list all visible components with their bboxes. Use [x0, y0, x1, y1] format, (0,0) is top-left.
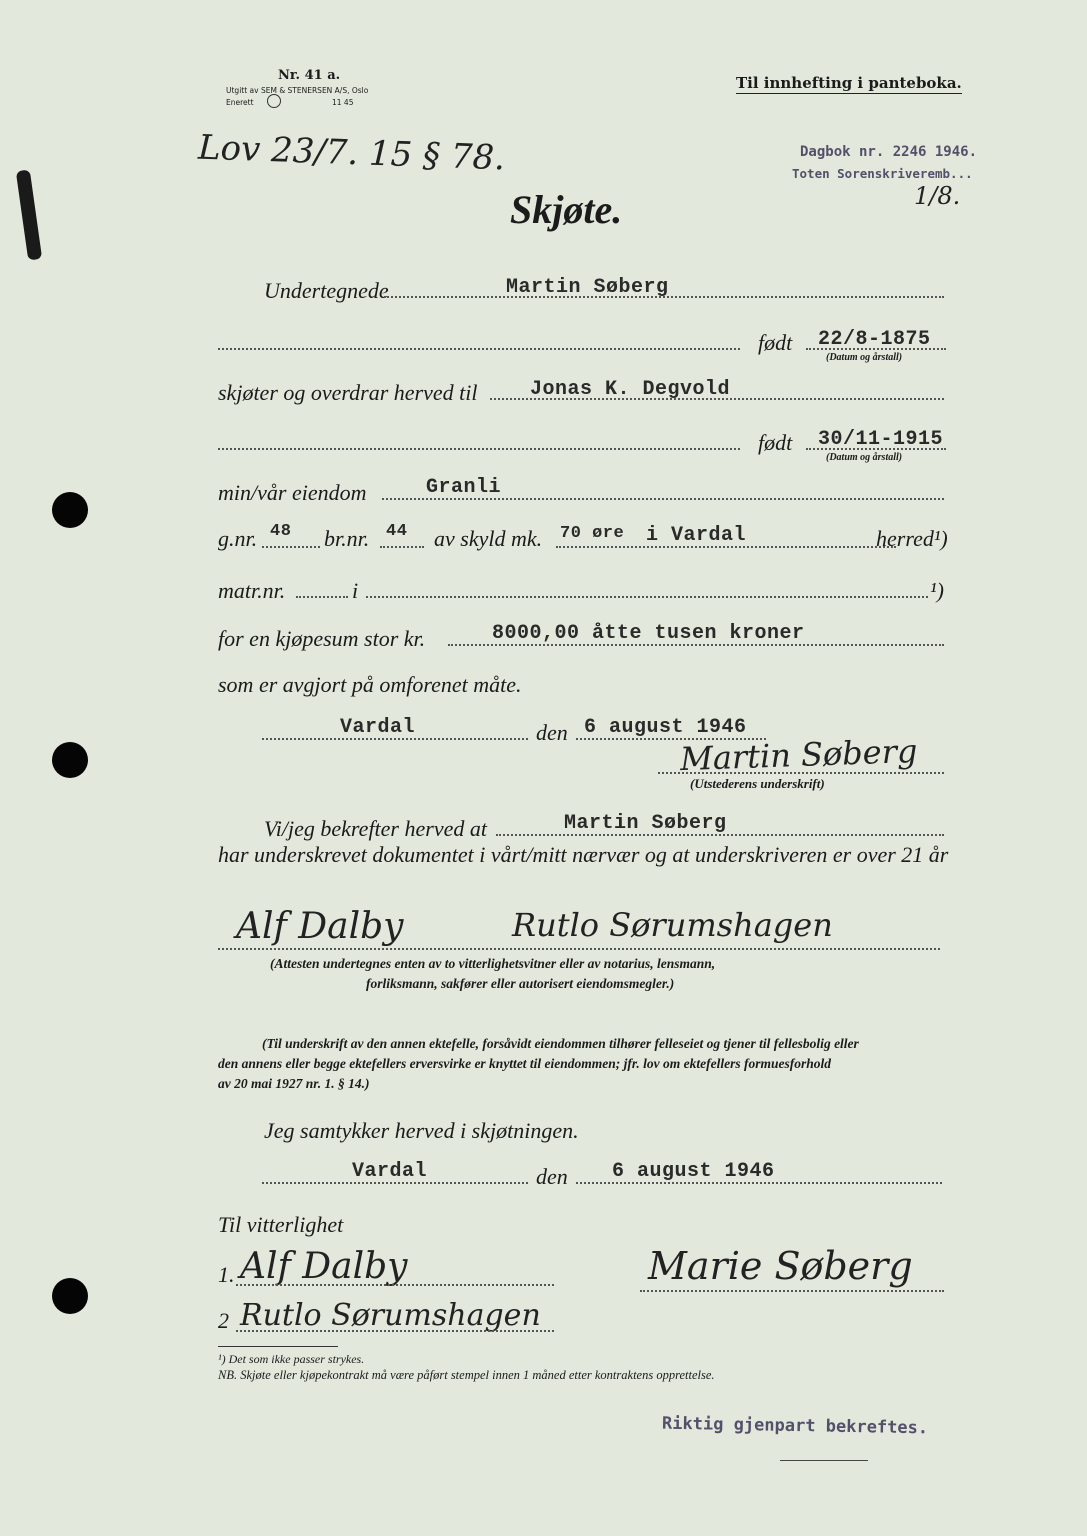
footnote-nb: NB. Skjøte eller kjøpekontrakt må være påført stempel innen 1 måned etter kontraktens opprettelse.	[218, 1368, 715, 1382]
price-value: 8000,00 åtte tusen kroner	[492, 622, 805, 645]
born-label: født	[758, 430, 793, 455]
certified-copy-stamp: Riktig gjenpart bekreftes.	[661, 1413, 929, 1439]
confirm-statement: har underskrevet dokumentet i vårt/mitt nærvær og at underskriveren er over 21 år	[218, 842, 949, 867]
attest-note-line2: forliksmann, sakfører eller autorisert eiendomsmegler.)	[366, 976, 675, 991]
date-hint: (Datum og årstall)	[826, 452, 903, 463]
property-label: min/vår eiendom	[218, 480, 367, 505]
confirm-name: Martin Søberg	[564, 812, 727, 835]
spouse-note-line1: (Til underskrift av den annen ektefelle, forsåvidt eiendommen tilhører felleseiet og tjener til fellesbolig eller	[262, 1036, 859, 1051]
punch-hole	[52, 742, 88, 778]
dotted-line	[366, 596, 928, 598]
buyer-birthdate: 30/11-1915	[818, 428, 944, 451]
margin-note: Lov 23/7. 15 § 78.	[197, 127, 506, 179]
transfer-label: skjøter og overdrar herved til	[218, 380, 478, 405]
matr-i-label: i	[352, 578, 359, 603]
publisher-line: Utgitt av SEM & STENERSEN A/S, Oslo	[226, 86, 369, 95]
seller-signature: Martin Søberg	[679, 731, 918, 779]
settled-text: som er avgjort på omforenet måte.	[218, 672, 522, 697]
dotted-line	[218, 948, 940, 950]
municipality: i Vardal	[646, 524, 747, 547]
seller-birthdate: 22/8-1875	[818, 328, 931, 351]
torn-edge	[16, 169, 42, 260]
consent-place: Vardal	[352, 1160, 428, 1183]
punch-hole	[52, 1278, 88, 1314]
date-hint: (Datum og årstall)	[826, 352, 903, 363]
dotted-line	[218, 348, 740, 350]
witness1-signature: Alf Dalby	[236, 906, 404, 947]
dotted-line	[296, 596, 348, 598]
undertegnede-label: Undertegnede	[264, 278, 389, 303]
witness2-signature: Rutlo Sørumshagen	[512, 906, 833, 944]
publisher-logo-icon	[267, 94, 281, 108]
consent-text: Jeg samtykker herved i skjøtningen.	[264, 1118, 579, 1143]
punch-hole	[52, 492, 88, 528]
date-den-label: den	[536, 720, 568, 745]
dotted-line	[236, 1284, 554, 1286]
property-name: Granli	[426, 476, 502, 499]
matr-end-mark: ¹)	[930, 578, 944, 603]
skyld-label: av skyld mk.	[434, 526, 543, 551]
footnote-1: ¹) Det som ikke passer strykes.	[218, 1352, 365, 1366]
dotted-line	[640, 1290, 944, 1292]
dotted-line	[236, 1330, 554, 1332]
spouse-signature: Marie Søberg	[648, 1244, 913, 1288]
witness-number-1: 1.	[218, 1262, 235, 1287]
herred-label: herred¹)	[876, 526, 948, 551]
document-title: Skjøte.	[510, 187, 623, 232]
footnote-rule	[218, 1346, 338, 1347]
attest-note-line1: (Attesten undertegnes enten av to vitterlighetsvitner eller av notarius, lensmann,	[270, 956, 716, 971]
seller-name: Martin Søberg	[506, 276, 669, 299]
witness-line1-signature: Alf Dalby	[240, 1246, 408, 1287]
rights-text: Enerett	[226, 98, 254, 107]
price-label: for en kjøpesum stor kr.	[218, 626, 426, 651]
witness-section-title: Til vitterlighet	[218, 1212, 344, 1237]
dotted-line	[262, 1182, 528, 1184]
brnr-value: 44	[386, 522, 408, 541]
matr-label: matr.nr.	[218, 578, 286, 603]
date-value: 6 august 1946	[584, 716, 747, 739]
gnr-value: 48	[270, 522, 292, 541]
issuer-hint: (Utstederens underskrift)	[690, 776, 825, 791]
stamp-date: 1/8.	[914, 182, 961, 210]
diary-stamp: Dagbok nr. 2246 1946.	[800, 144, 978, 160]
top-right-note: Til innhefting i panteboka.	[736, 74, 962, 92]
dotted-line	[380, 546, 424, 548]
dotted-line	[262, 546, 320, 548]
dotted-line	[218, 448, 740, 450]
place: Vardal	[340, 716, 416, 739]
dotted-line	[658, 772, 944, 774]
dotted-line	[262, 738, 528, 740]
born-label: født	[758, 330, 793, 355]
court-stamp: Toten Sorenskriveremb...	[792, 166, 973, 181]
gnr-label: g.nr.	[218, 526, 258, 551]
form-number: Nr. 41 a.	[278, 68, 341, 83]
spouse-note-line2: den annens eller begge ektefellers erversvirke er knyttet til eiendommen; jfr. lov om ektefellers formuesforhold	[218, 1056, 832, 1071]
consent-den-label: den	[536, 1164, 568, 1189]
witness-line2-signature: Rutlo Sørumshagen	[240, 1298, 541, 1333]
buyer-name: Jonas K. Degvold	[530, 378, 731, 401]
brnr-label: br.nr.	[324, 526, 370, 551]
edition-text: 11 45	[332, 98, 354, 107]
consent-date: 6 august 1946	[612, 1160, 775, 1183]
skyld-value: 70 øre	[560, 524, 625, 543]
signature-stroke	[780, 1460, 868, 1461]
witness-number-2: 2	[218, 1308, 229, 1333]
spouse-note-line3: av 20 mai 1927 nr. 1. § 14.)	[218, 1076, 370, 1091]
confirm-label: Vi/jeg bekrefter herved at	[264, 816, 487, 841]
